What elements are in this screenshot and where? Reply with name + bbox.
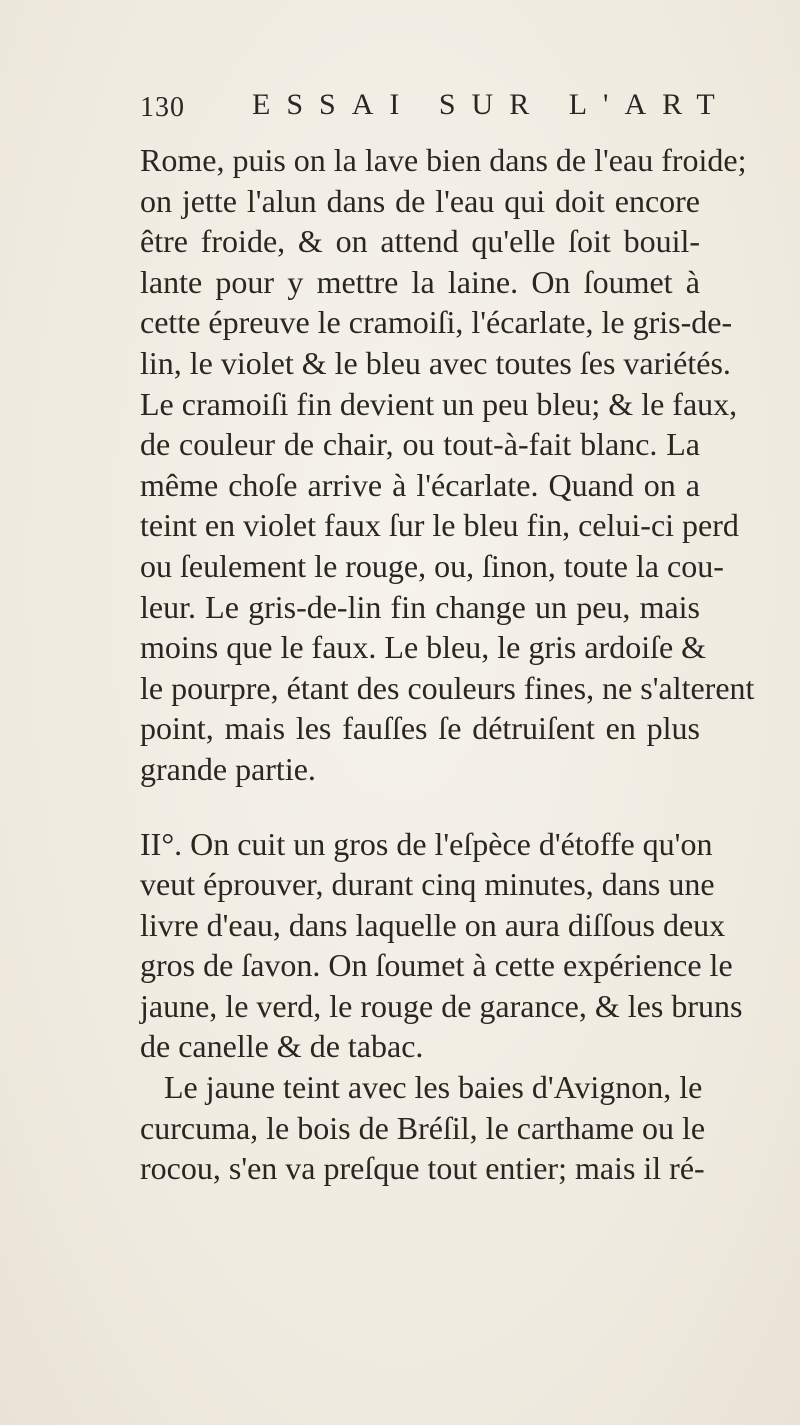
text-line: teint en violet faux ſur le bleu fin, celui-ci perd — [140, 507, 739, 544]
text-line: Rome, puis on la lave bien dans de l'eau froide; — [140, 142, 747, 178]
text-line: rocou, s'en va preſque tout entier; mais il ré- — [140, 1150, 705, 1187]
text-line: livre d'eau, dans laquelle on aura diſſous deux — [140, 906, 726, 943]
text-line: II°. On cuit un gros de l'eſpèce d'étoffe qu'on — [140, 825, 713, 862]
text-line: lante pour y mettre la laine. On ſoumet à — [140, 263, 700, 300]
text-line: point, mais les fauſſes ſe détruiſent en plus — [140, 710, 700, 747]
text-line: curcuma, le bois de Bréſil, le carthame ou le — [140, 1109, 706, 1146]
text-line: on jette l'alun dans de l'eau qui doit encore — [140, 182, 700, 219]
text-line: leur. Le gris-de-lin fin change un peu, mais — [140, 588, 700, 625]
text-line: jaune, le verd, le rouge de garance, & les bruns — [140, 987, 743, 1024]
text-line: veut éprouver, durant cinq minutes, dans une — [140, 866, 715, 903]
text-line: être froide, & on attend qu'elle ſoit bouil- — [140, 223, 700, 260]
text-line: Le jaune teint avec les baies d'Avignon, le — [164, 1069, 703, 1106]
paragraph-1 — [140, 140, 755, 790]
page-header — [140, 88, 731, 128]
text-line: de canelle & de tabac. — [140, 1028, 424, 1065]
text-line: ou ſeulement le rouge, ou, ſinon, toute la cou- — [140, 547, 724, 584]
text-line: moins que le faux. Le bleu, le gris ardoiſe & — [140, 629, 707, 666]
text-line: gros de ſavon. On ſoumet à cette expérience le — [140, 947, 733, 984]
text-line: de couleur de chair, ou tout-à-fait blanc. La — [140, 426, 700, 463]
text-line: le pourpre, étant des couleurs fines, ne s'alterent — [140, 669, 755, 706]
paragraph-3 — [140, 1067, 706, 1189]
paragraph-2 — [140, 824, 743, 1068]
text-line: même choſe arrive à l'écarlate. Quand on a — [140, 466, 700, 503]
running-title: ESSAI SUR L'ART — [252, 88, 731, 121]
text-line: cette épreuve le cramoiſi, l'écarlate, le gris-de- — [140, 304, 733, 341]
body-text — [140, 140, 755, 1189]
page-number: 130 — [140, 92, 185, 123]
text-line: Le cramoiſi fin devient un peu bleu; & le faux, — [140, 385, 738, 422]
paragraph-gap — [140, 790, 700, 824]
text-line: lin, le violet & le bleu avec toutes ſes variétés. — [140, 344, 731, 381]
text-line: grande partie. — [140, 750, 316, 787]
